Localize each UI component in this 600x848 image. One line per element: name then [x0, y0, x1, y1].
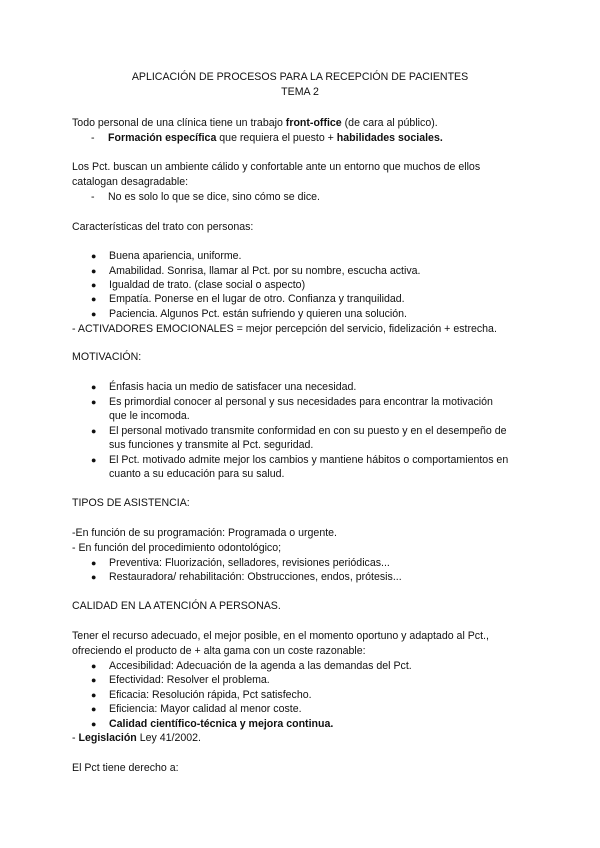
asistencia-line-2: - En función del procedimiento odontológico;: [72, 542, 282, 554]
calidad-heading: CALIDAD EN LA ATENCIÓN A PERSONAS.: [72, 600, 281, 612]
bullet-marker: ●: [91, 704, 97, 714]
trato-item: Buena apariencia, uniforme.: [109, 250, 242, 262]
bullet-marker: ●: [91, 309, 97, 319]
calidad-item-bold: Calidad científico-técnica y mejora continua.: [109, 718, 334, 730]
motivacion-item-cont: cuanto a su educación para su salud.: [109, 468, 285, 480]
bullet-marker: ●: [91, 690, 97, 700]
motivacion-item-cont: sus funciones y transmite al Pct. seguridad.: [109, 439, 314, 451]
bullet-marker: ●: [91, 572, 97, 582]
bullet-marker: ●: [91, 661, 97, 671]
pct-line-1: Los Pct. buscan un ambiente cálido y confortable ante un entorno que muchos de ellos: [72, 161, 481, 173]
activadores-line: - ACTIVADORES EMOCIONALES = mejor percepción del servicio, fidelización + estrecha.: [72, 323, 497, 335]
legislacion-line: - Legislación Ley 41/2002.: [72, 732, 201, 744]
derecho-line: El Pct tiene derecho a:: [72, 762, 179, 774]
bullet-marker: ●: [91, 280, 97, 290]
asistencia-item: Restauradora/ rehabilitación: Obstrucciones, endos, prótesis...: [109, 571, 402, 583]
bullet-marker: ●: [91, 675, 97, 685]
dash-marker: -: [91, 132, 95, 144]
motivacion-item: Es primordial conocer al personal y sus necesidades para encontrar la motivación: [109, 396, 493, 408]
bullet-marker: ●: [91, 455, 97, 465]
trato-heading: Características del trato con personas:: [72, 221, 254, 233]
calidad-item: Efectividad: Resolver el problema.: [109, 674, 270, 686]
motivacion-item: Énfasis hacia un medio de satisfacer una necesidad.: [109, 381, 357, 393]
calidad-line-1: Tener el recurso adecuado, el mejor posible, en el momento oportuno y adaptado al Pct.,: [72, 630, 489, 642]
calidad-line-2: ofreciendo el producto de + alta gama con un coste razonable:: [72, 645, 366, 657]
calidad-item: Eficiencia: Mayor calidad al menor coste.: [109, 703, 302, 715]
dash-marker: -: [91, 191, 95, 203]
motivacion-item: El personal motivado transmite conformidad en con su puesto y en el desempeño de: [109, 425, 507, 437]
asistencia-heading: TIPOS DE ASISTENCIA:: [72, 497, 190, 509]
calidad-item: Accesibilidad: Adecuación de la agenda a las demandas del Pct.: [109, 660, 412, 672]
trato-item: Igualdad de trato. (clase social o aspecto): [109, 279, 306, 291]
motivacion-heading: MOTIVACIÓN:: [72, 351, 142, 363]
asistencia-line-1: -En función de su programación: Programada o urgente.: [72, 527, 337, 539]
bullet-marker: ●: [91, 382, 97, 392]
bullet-marker: ●: [91, 397, 97, 407]
bullet-marker: ●: [91, 426, 97, 436]
intro-dash-item: Formación específica que requiera el puesto + habilidades sociales.: [108, 132, 443, 144]
asistencia-item: Preventiva: Fluorización, selladores, revisiones periódicas...: [109, 557, 390, 569]
trato-item: Paciencia. Algunos Pct. están sufriendo y quieren una solución.: [109, 308, 407, 320]
calidad-item: Eficacia: Resolución rápida, Pct satisfecho.: [109, 689, 312, 701]
bullet-marker: ●: [91, 294, 97, 304]
bullet-marker: ●: [91, 558, 97, 568]
doc-title: APLICACIÓN DE PROCESOS PARA LA RECEPCIÓN DE PACIENTES: [131, 71, 469, 83]
intro-line: Todo personal de una clínica tiene un trabajo front-office (de cara al público).: [72, 117, 438, 129]
bullet-marker: ●: [91, 251, 97, 261]
pct-dash-item: No es solo lo que se dice, sino cómo se dice.: [108, 191, 320, 203]
bullet-marker: ●: [91, 719, 97, 729]
trato-item: Empatía. Ponerse en el lugar de otro. Confianza y tranquilidad.: [109, 293, 405, 305]
motivacion-item: El Pct. motivado admite mejor los cambios y mantiene hábitos o comportamientos en: [109, 454, 509, 466]
doc-subtitle: TEMA 2: [281, 86, 319, 98]
pct-line-2: catalogan desagradable:: [72, 176, 189, 188]
trato-item: Amabilidad. Sonrisa, llamar al Pct. por su nombre, escucha activa.: [109, 265, 421, 277]
bullet-marker: ●: [91, 266, 97, 276]
motivacion-item-cont: que le incomoda.: [109, 410, 190, 422]
